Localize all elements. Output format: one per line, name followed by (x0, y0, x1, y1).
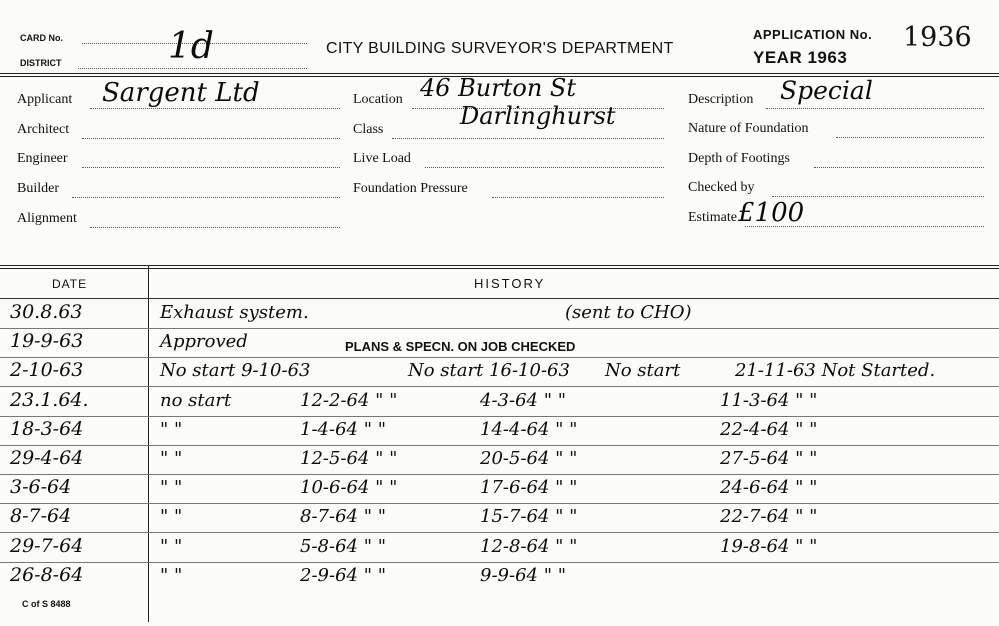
history-entry: 20-5-64 " " (480, 448, 578, 469)
history-row-line (0, 562, 999, 563)
location-value-1: 46 Burton St (420, 74, 576, 102)
history-date: 19-9-63 (10, 330, 84, 352)
district-label: DISTRICT (20, 58, 62, 68)
history-header: HISTORY (474, 276, 546, 291)
nature-line (836, 137, 984, 138)
architect-line (82, 138, 340, 139)
description-value: Special (780, 76, 873, 105)
history-row-line (0, 503, 999, 504)
history-date: 8-7-64 (10, 505, 72, 527)
card-no-label: CARD No. (20, 33, 63, 43)
year-label: YEAR 1963 (753, 48, 848, 67)
form-number: C of S 8488 (22, 599, 71, 609)
history-entry: 17-6-64 " " (480, 477, 578, 498)
history-row-line (0, 532, 999, 533)
application-no-label: APPLICATION No. (753, 27, 873, 42)
estimate-value: £100 (738, 198, 805, 228)
history-entry: Approved (160, 331, 248, 352)
date-column-divider (148, 266, 149, 622)
history-entry: 19-8-64 " " (720, 536, 818, 557)
header-row-line (0, 298, 999, 299)
history-entry: 24-6-64 " " (720, 477, 818, 498)
applicant-value: Sargent Ltd (102, 78, 260, 108)
description-line (766, 108, 984, 109)
alignment-line (90, 227, 340, 228)
history-entry: 12-2-64 " " (300, 390, 398, 411)
depth-line (814, 167, 984, 168)
history-date: 18-3-64 (10, 418, 84, 440)
builder-label: Builder (17, 181, 59, 196)
application-no: 1936 (903, 22, 972, 53)
history-entry: " " (160, 419, 183, 440)
date-header: DATE (52, 277, 88, 291)
architect-label: Architect (17, 122, 70, 137)
history-date: 2-10-63 (10, 359, 84, 381)
history-entry: " " (160, 536, 183, 557)
live-load-line (425, 167, 664, 168)
history-entry: (sent to CHO) (565, 302, 692, 323)
foundation-pressure-line (492, 197, 664, 198)
history-entry: 11-3-64 " " (720, 390, 818, 411)
history-entry: " " (160, 448, 183, 469)
foundation-pressure-label: Foundation Pressure (353, 181, 468, 196)
history-entry: no start (160, 390, 232, 411)
history-date: 29-7-64 (10, 535, 84, 557)
history-entry: No start (605, 360, 681, 381)
history-entry: 21-11-63 Not Started. (735, 360, 936, 381)
history-entry: 22-4-64 " " (720, 419, 818, 440)
history-entry: No start 9-10-63 (160, 360, 311, 381)
history-entry: 12-8-64 " " (480, 536, 578, 557)
checked-line (772, 196, 984, 197)
applicant-line (90, 108, 340, 109)
description-label: Description (688, 92, 754, 107)
history-date: 3-6-64 (10, 476, 72, 498)
checked-by-label: Checked by (688, 180, 755, 195)
history-entry: Exhaust system. (160, 302, 309, 323)
history-row-line (0, 416, 999, 417)
history-entry: 5-8-64 " " (300, 536, 386, 557)
history-entry: " " (160, 477, 183, 498)
class-label: Class (353, 122, 384, 137)
history-row-line (0, 474, 999, 475)
engineer-line (82, 167, 340, 168)
history-entry: 15-7-64 " " (480, 506, 578, 527)
history-entry: 14-4-64 " " (480, 419, 578, 440)
applicant-label: Applicant (17, 92, 73, 107)
history-top-rule-2 (0, 268, 999, 269)
history-date: 29-4-64 (10, 447, 84, 469)
estimate-label: Estimate (688, 210, 737, 225)
history-stamp: PLANS & SPECN. ON JOB CHECKED (345, 339, 576, 354)
history-entry: 1-4-64 " " (300, 419, 386, 440)
engineer-label: Engineer (17, 151, 68, 166)
history-date: 30.8.63 (10, 301, 83, 323)
history-entry: " " (160, 506, 183, 527)
location-label: Location (353, 92, 403, 107)
nature-of-foundation-label: Nature of Foundation (688, 121, 809, 136)
history-entry: " " (160, 565, 183, 586)
department-title: CITY BUILDING SURVEYOR'S DEPARTMENT (326, 40, 674, 57)
history-date: 23.1.64. (10, 389, 89, 411)
history-entry: 12-5-64 " " (300, 448, 398, 469)
history-entry: No start 16-10-63 (408, 360, 570, 381)
district-value: 1d (168, 26, 214, 67)
live-load-label: Live Load (353, 151, 411, 166)
history-entry: 8-7-64 " " (300, 506, 386, 527)
history-entry: 10-6-64 " " (300, 477, 398, 498)
class-line (392, 138, 664, 139)
location-value-2: Darlinghurst (460, 102, 616, 130)
alignment-label: Alignment (17, 211, 77, 226)
history-entry: 27-5-64 " " (720, 448, 818, 469)
history-row-line (0, 386, 999, 387)
history-row-line (0, 445, 999, 446)
history-date: 26-8-64 (10, 564, 84, 586)
history-entry: 22-7-64 " " (720, 506, 818, 527)
history-top-rule (0, 265, 999, 266)
depth-of-footings-label: Depth of Footings (688, 151, 790, 166)
history-row-line (0, 357, 999, 358)
district-line (78, 68, 307, 69)
history-row-line (0, 328, 999, 329)
builder-line (72, 197, 340, 198)
history-entry: 2-9-64 " " (300, 565, 386, 586)
history-entry: 4-3-64 " " (480, 390, 566, 411)
history-entry: 9-9-64 " " (480, 565, 566, 586)
